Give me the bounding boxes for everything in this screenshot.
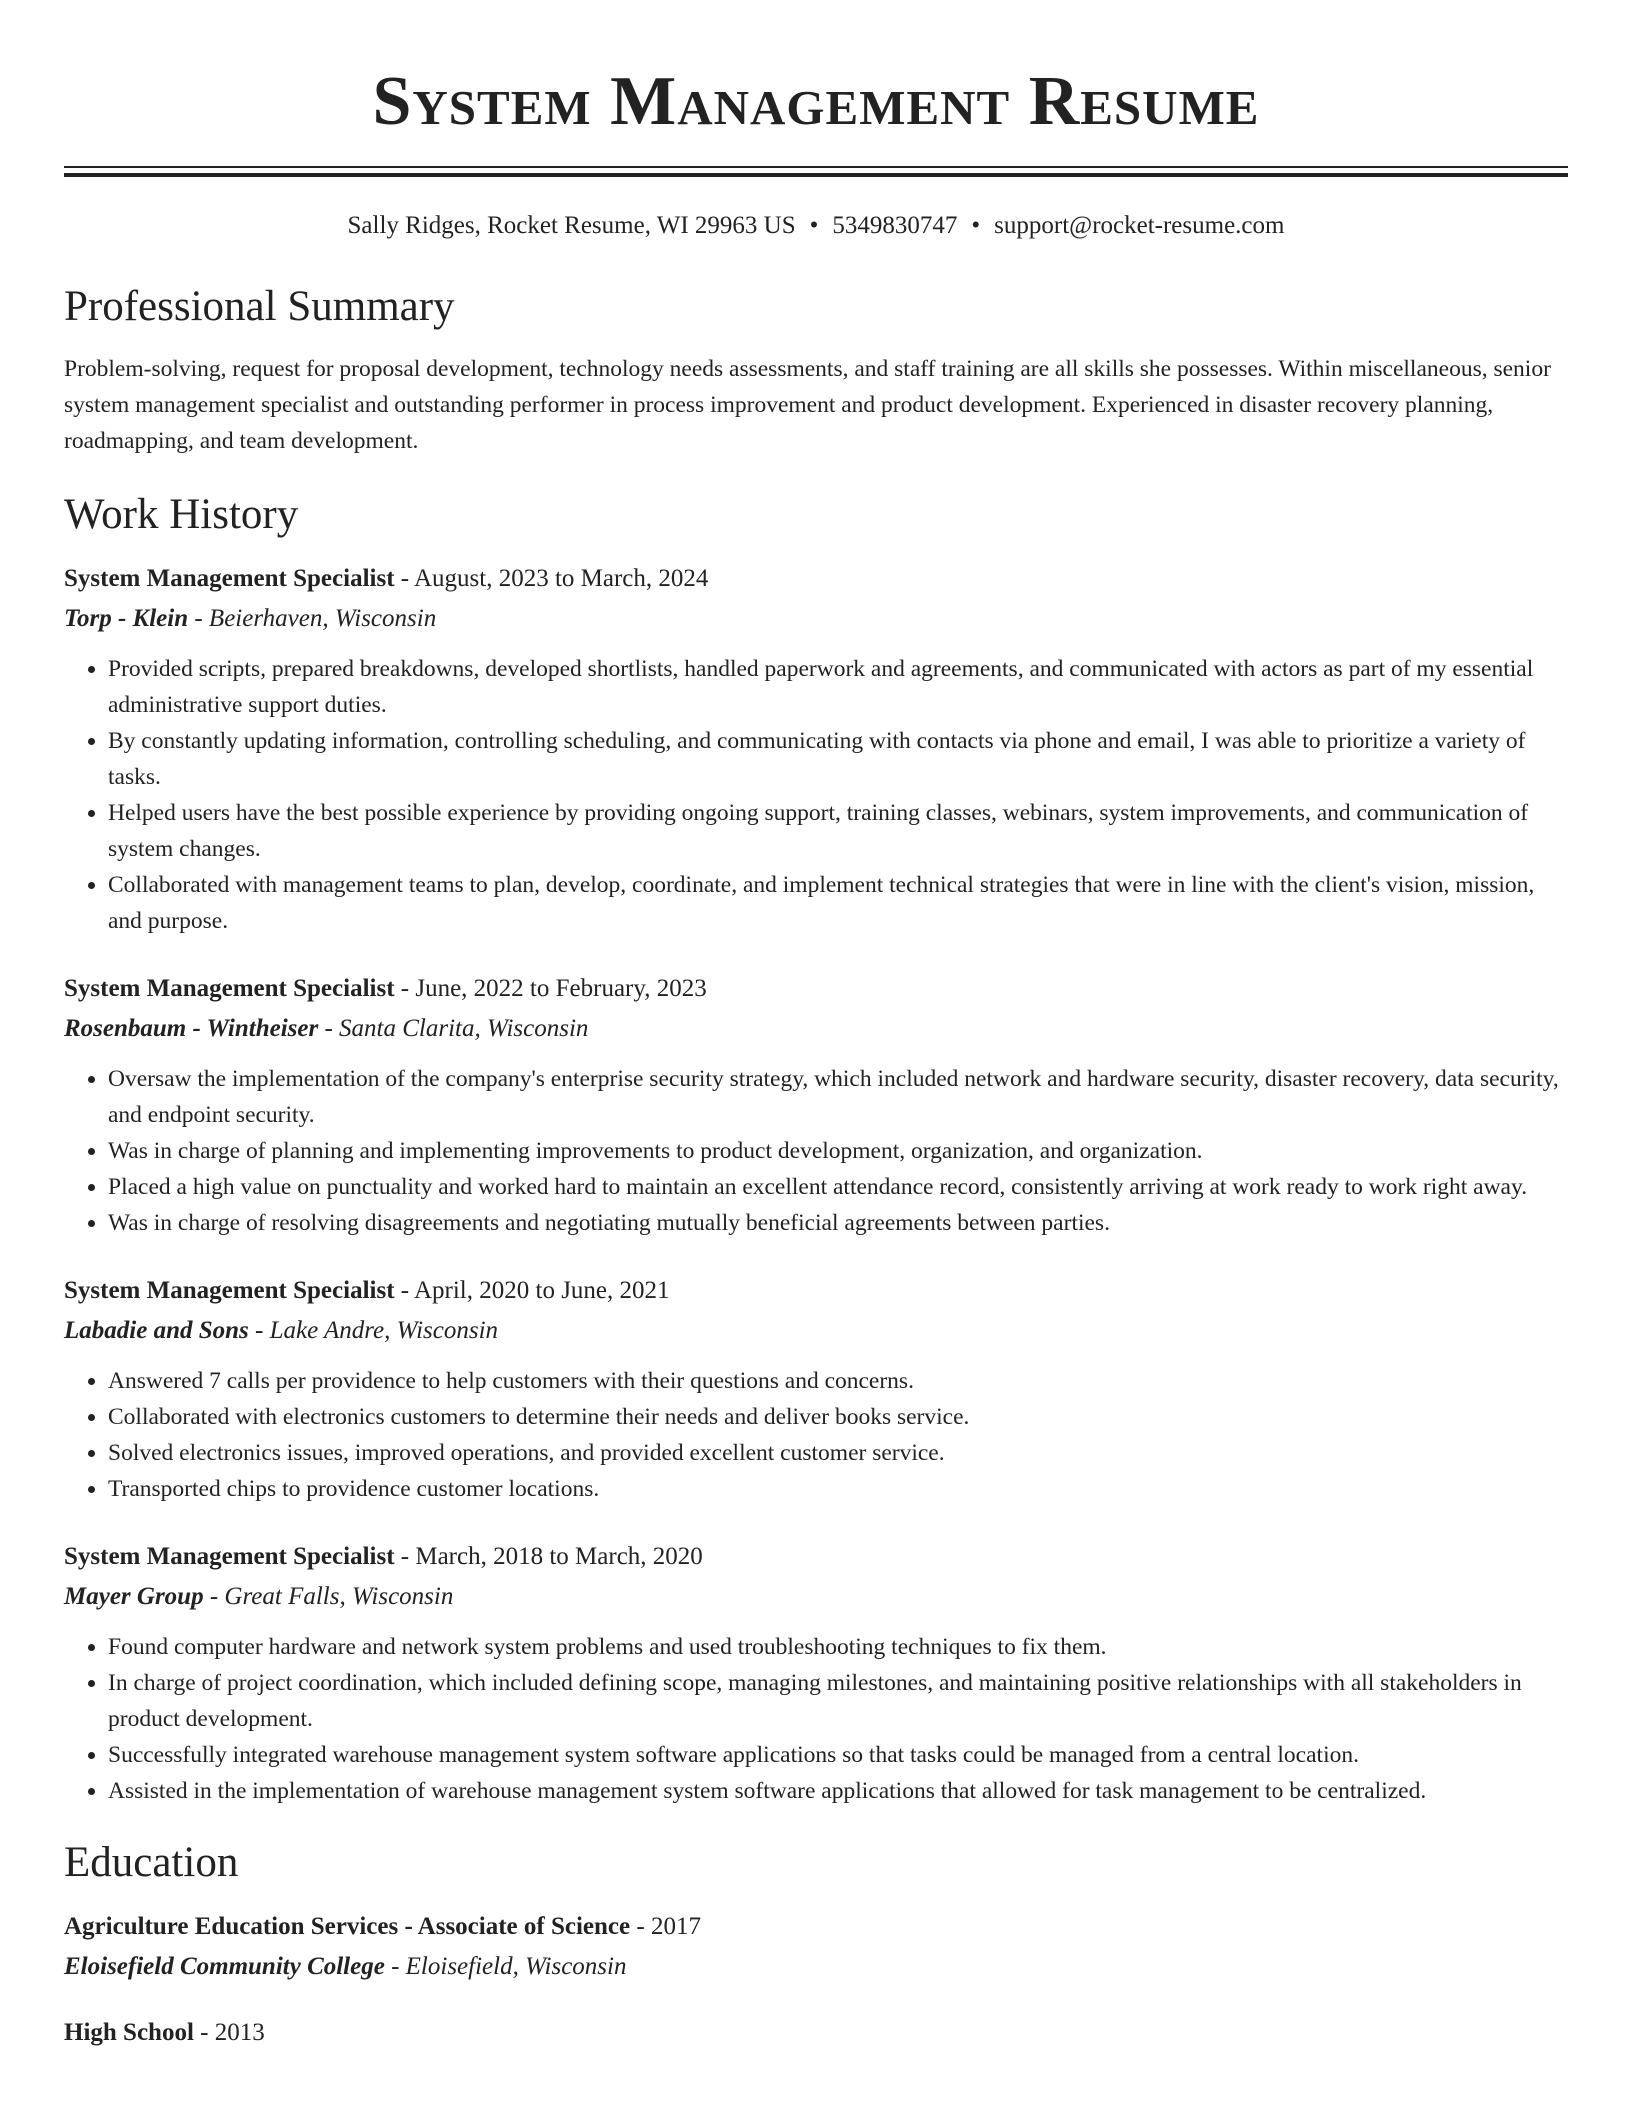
job-bullets <box>64 651 1568 939</box>
education-degree-line <box>64 1907 1568 1947</box>
school-line <box>64 1947 1568 1987</box>
school-location: - Eloisefield, Wisconsin <box>384 1953 627 1980</box>
job-dates: - March, 2018 to March, 2020 <box>394 1543 703 1570</box>
company-line <box>64 1311 1568 1351</box>
job-bullet: • Collaborated with management teams to plan, develop, coordinate, and implement technical strategies that were in line with the client's vision, mission, and purpose. <box>108 867 1568 939</box>
company-line <box>64 599 1568 639</box>
job-bullet: • By constantly updating information, controlling scheduling, and communicating with contacts via phone and email, I was able to prioritize a variety of tasks. <box>108 723 1568 795</box>
job-bullet: • Collaborated with electronics customers to determine their needs and deliver books service. <box>108 1399 1568 1435</box>
education-year: - 2017 <box>630 1913 701 1940</box>
title-double-rule <box>64 166 1568 177</box>
job-bullet: • Was in charge of resolving disagreements and negotiating mutually beneficial agreements between parties. <box>108 1205 1568 1241</box>
company-line <box>64 1577 1568 1617</box>
contact-line <box>64 211 1568 241</box>
education-degree: High School <box>64 2019 194 2046</box>
job-bullet: • Successfully integrated warehouse management system software applications so that tasks could be managed from a central location. <box>108 1737 1568 1773</box>
job-bullet: • Assisted in the implementation of warehouse management system software applications that allowed for task management to be centralized. <box>108 1773 1568 1809</box>
job-bullet: • In charge of project coordination, which included defining scope, managing milestones, and maintaining positive relationships with all stakeholders in product development. <box>108 1665 1568 1737</box>
job-bullets <box>64 1363 1568 1507</box>
job-entry <box>64 559 1568 939</box>
job-bullet: • Transported chips to providence customer locations. <box>108 1471 1568 1507</box>
summary-text: Problem-solving, request for proposal development, technology needs assessments, and staff training are all skills she possesses. Within miscellaneous, senior system management specialist and outstanding performer in process improvement and product development. Experienced in disaster recovery planning, roadmapping, and team development. <box>64 356 1551 454</box>
company-location: - Great Falls, Wisconsin <box>203 1583 454 1610</box>
job-title-line <box>64 1537 1568 1577</box>
company-name: Rosenbaum - Wintheiser <box>64 1015 319 1042</box>
job-entry <box>64 1537 1568 1809</box>
company-location: - Santa Clarita, Wisconsin <box>318 1015 589 1042</box>
job-entry <box>64 1271 1568 1507</box>
job-bullet: • Oversaw the implementation of the company's enterprise security strategy, which included network and hardware security, disaster recovery, data security, and endpoint security. <box>108 1061 1568 1133</box>
job-dates: - June, 2022 to February, 2023 <box>394 975 707 1002</box>
job-dates: - August, 2023 to March, 2024 <box>394 565 709 592</box>
company-name: Torp - Klein <box>64 605 189 632</box>
school-name: Eloisefield Community College <box>64 1953 385 1980</box>
job-bullet: • Solved electronics issues, improved operations, and provided excellent customer service. <box>108 1435 1568 1471</box>
education-entry <box>64 2013 1568 2053</box>
job-dates: - April, 2020 to June, 2021 <box>394 1277 670 1304</box>
job-title: System Management Specialist <box>64 975 395 1002</box>
company-line <box>64 1009 1568 1049</box>
contact-email: support@rocket-resume.com <box>994 212 1285 239</box>
job-bullets <box>64 1629 1568 1809</box>
job-bullet: • Was in charge of planning and implementing improvements to product development, organization, and organization. <box>108 1133 1568 1169</box>
job-title-line <box>64 969 1568 1009</box>
job-bullet: • Found computer hardware and network system problems and used troubleshooting techniques to fix them. <box>108 1629 1568 1665</box>
job-title: System Management Specialist <box>64 1277 395 1304</box>
job-bullet: • Helped users have the best possible experience by providing ongoing support, training classes, webinars, system improvements, and communication of system changes. <box>108 795 1568 867</box>
contact-address: Sally Ridges, Rocket Resume, WI 29963 US <box>347 212 796 239</box>
company-location: - Beierhaven, Wisconsin <box>188 605 437 632</box>
job-title: System Management Specialist <box>64 565 395 592</box>
work-history-heading: Work History <box>64 491 299 538</box>
job-bullet: • Provided scripts, prepared breakdowns, developed shortlists, handled paperwork and agreements, and communicated with actors as part of my essential administrative support duties. <box>108 651 1568 723</box>
education-entry <box>64 1907 1568 1987</box>
job-title-line <box>64 559 1568 599</box>
summary-heading: Professional Summary <box>64 283 455 330</box>
job-bullet: • Placed a high value on punctuality and worked hard to maintain an excellent attendance record, consistently arriving at work ready to work right away. <box>108 1169 1568 1205</box>
company-location: - Lake Andre, Wisconsin <box>248 1317 499 1344</box>
job-title: System Management Specialist <box>64 1543 395 1570</box>
contact-separator: • <box>809 212 819 239</box>
job-entry <box>64 969 1568 1241</box>
education-heading: Education <box>64 1839 239 1886</box>
education-year: - 2013 <box>193 2019 265 2046</box>
contact-phone: 5349830747 <box>832 212 958 239</box>
education-degree: Agriculture Education Services - Associate of Science <box>64 1913 631 1940</box>
job-bullets <box>64 1061 1568 1241</box>
job-title-line <box>64 1271 1568 1311</box>
education-degree-line <box>64 2013 1568 2053</box>
job-bullet: • Answered 7 calls per providence to help customers with their questions and concerns. <box>108 1363 1568 1399</box>
contact-separator: • <box>971 212 981 239</box>
company-name: Labadie and Sons <box>64 1317 249 1344</box>
company-name: Mayer Group <box>64 1583 204 1610</box>
resume-title: System Management Resume <box>372 63 1260 140</box>
